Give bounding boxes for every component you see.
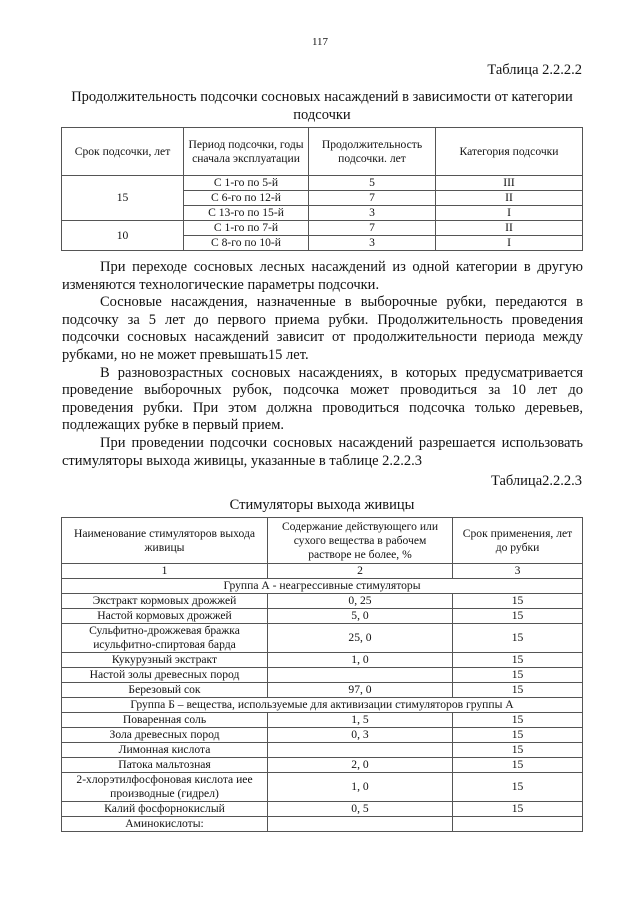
table-title: Продолжительность подсочки сосновых насаждений в зависимости от категории подсочки bbox=[71, 89, 573, 123]
duration-cell: 5 bbox=[309, 176, 436, 191]
table-row bbox=[62, 594, 583, 609]
header-cell: Категория подсочки bbox=[436, 128, 583, 176]
term-cell: 15 bbox=[453, 728, 583, 743]
content-cell bbox=[268, 743, 453, 758]
category-cell: II bbox=[436, 221, 583, 236]
table-label: Таблица 2.2.2.2 bbox=[487, 62, 582, 78]
name-cell: 2-хлорэтилфосфоновая кислота иее производные (гидрел) bbox=[62, 773, 268, 802]
page-number: 117 bbox=[311, 36, 329, 48]
term-cell: 15 bbox=[453, 802, 583, 817]
name-cell: Зола древесных пород bbox=[62, 728, 268, 743]
period-cell: С 1-го по 5-й bbox=[184, 176, 309, 191]
table-row bbox=[62, 653, 583, 668]
group-title: Группа Б – вещества, используемые для активизации стимуляторов группы А bbox=[62, 698, 583, 713]
duration-cell: 3 bbox=[309, 236, 436, 251]
term-cell: 15 bbox=[453, 624, 583, 653]
group-row bbox=[62, 698, 583, 713]
paragraph: При переходе сосновых лесных насаждений из одной категории в другую изменяются технологические параметры подсочки. bbox=[62, 259, 583, 293]
term-cell: 15 bbox=[453, 609, 583, 624]
table-row bbox=[62, 802, 583, 817]
body-text bbox=[62, 259, 583, 470]
table-header-row bbox=[62, 128, 583, 176]
content-cell: 1, 0 bbox=[268, 773, 453, 802]
paragraph: При проведении подсочки сосновых насаждений разрешается использовать стимуляторы выхода живицы, указанные в таблице 2.2.2.3 bbox=[62, 434, 583, 469]
name-cell: Лимонная кислота bbox=[62, 743, 268, 758]
table-row bbox=[62, 713, 583, 728]
table-row bbox=[62, 668, 583, 683]
duration-cell: 3 bbox=[309, 206, 436, 221]
content-cell: 1, 5 bbox=[268, 713, 453, 728]
table-label: Таблица2.2.2.3 bbox=[490, 473, 582, 489]
column-number: 3 bbox=[453, 564, 583, 579]
category-cell: I bbox=[436, 236, 583, 251]
header-cell: Срок подсочки, лет bbox=[62, 128, 184, 176]
table-row bbox=[62, 609, 583, 624]
column-number: 1 bbox=[62, 564, 268, 579]
term-cell: 15 bbox=[453, 683, 583, 698]
content-cell bbox=[268, 668, 453, 683]
content-cell: 2, 0 bbox=[268, 758, 453, 773]
term-cell: 15 bbox=[453, 743, 583, 758]
term-cell: 15 bbox=[453, 773, 583, 802]
table-row bbox=[62, 817, 583, 832]
period-cell: С 13-го по 15-й bbox=[184, 206, 309, 221]
term-cell: 15 bbox=[453, 653, 583, 668]
category-cell: III bbox=[436, 176, 583, 191]
period-cell: С 6-го по 12-й bbox=[184, 191, 309, 206]
name-cell: Кукурузный экстракт bbox=[62, 653, 268, 668]
name-cell: Настой кормовых дрожжей bbox=[62, 609, 268, 624]
duration-cell: 7 bbox=[309, 221, 436, 236]
content-cell: 97, 0 bbox=[268, 683, 453, 698]
category-cell: I bbox=[436, 206, 583, 221]
content-cell: 5, 0 bbox=[268, 609, 453, 624]
header-cell: Наименование стимуляторов выхода живицы bbox=[62, 518, 268, 564]
header-cell: Срок применения, лет до рубки bbox=[453, 518, 583, 564]
table-row bbox=[62, 221, 583, 236]
term-cell: 15 bbox=[453, 758, 583, 773]
term-cell bbox=[453, 817, 583, 832]
table-row bbox=[62, 624, 583, 653]
column-number: 2 bbox=[268, 564, 453, 579]
table-tapping-duration bbox=[61, 127, 583, 251]
table-row bbox=[62, 176, 583, 191]
group-title: Группа А - неагрессивные стимуляторы bbox=[62, 579, 583, 594]
paragraph: В разновозрастных сосновых насаждениях, в которых предусматривается проведение выборочных рубок, подсочка может проводиться за 10 лет до проведения рубки. При этом должна проводиться подсочка только деревьев, подлежащих рубке в первый прием. bbox=[62, 364, 583, 434]
category-cell: II bbox=[436, 191, 583, 206]
period-cell: С 1-го по 7-й bbox=[184, 221, 309, 236]
table-row bbox=[62, 758, 583, 773]
name-cell: Калий фосфорнокислый bbox=[62, 802, 268, 817]
name-cell: Березовый сок bbox=[62, 683, 268, 698]
name-cell: Патока мальтозная bbox=[62, 758, 268, 773]
content-cell: 0, 5 bbox=[268, 802, 453, 817]
term-cell: 10 bbox=[62, 221, 184, 251]
table-row bbox=[62, 728, 583, 743]
name-cell: Сульфитно-дрожжевая бражка исульфитно-спиртовая барда bbox=[62, 624, 268, 653]
term-cell: 15 bbox=[453, 713, 583, 728]
content-cell: 25, 0 bbox=[268, 624, 453, 653]
table-title: Стимуляторы выхода живицы bbox=[229, 497, 415, 513]
table-row bbox=[62, 743, 583, 758]
term-cell: 15 bbox=[453, 668, 583, 683]
group-row bbox=[62, 579, 583, 594]
content-cell: 1, 0 bbox=[268, 653, 453, 668]
column-number-row bbox=[62, 564, 583, 579]
content-cell bbox=[268, 817, 453, 832]
name-cell: Аминокислоты: bbox=[62, 817, 268, 832]
paragraph: Сосновые насаждения, назначенные в выборочные рубки, передаются в подсочку за 5 лет до первого приема рубки. Продолжительность проведения подсочки сосновых насаждений зависит от продолжительности периода между рубками, но не может превышать15 лет. bbox=[62, 294, 583, 363]
period-cell: С 8-го по 10-й bbox=[184, 236, 309, 251]
table-row bbox=[62, 683, 583, 698]
name-cell: Настой золы древесных пород bbox=[62, 668, 268, 683]
header-cell: Содержание действующего или сухого вещества в рабочем растворе не более, % bbox=[268, 518, 453, 564]
term-cell: 15 bbox=[453, 594, 583, 609]
name-cell: Экстракт кормовых дрожжей bbox=[62, 594, 268, 609]
duration-cell: 7 bbox=[309, 191, 436, 206]
table-header-row bbox=[62, 518, 583, 564]
name-cell: Поваренная соль bbox=[62, 713, 268, 728]
content-cell: 0, 25 bbox=[268, 594, 453, 609]
table-row bbox=[62, 773, 583, 802]
table-stimulators bbox=[61, 517, 583, 832]
content-cell: 0, 3 bbox=[268, 728, 453, 743]
term-cell: 15 bbox=[62, 176, 184, 221]
header-cell: Период подсочки, годы сначала эксплуатации bbox=[184, 128, 309, 176]
header-cell: Продолжительность подсочки. лет bbox=[309, 128, 436, 176]
